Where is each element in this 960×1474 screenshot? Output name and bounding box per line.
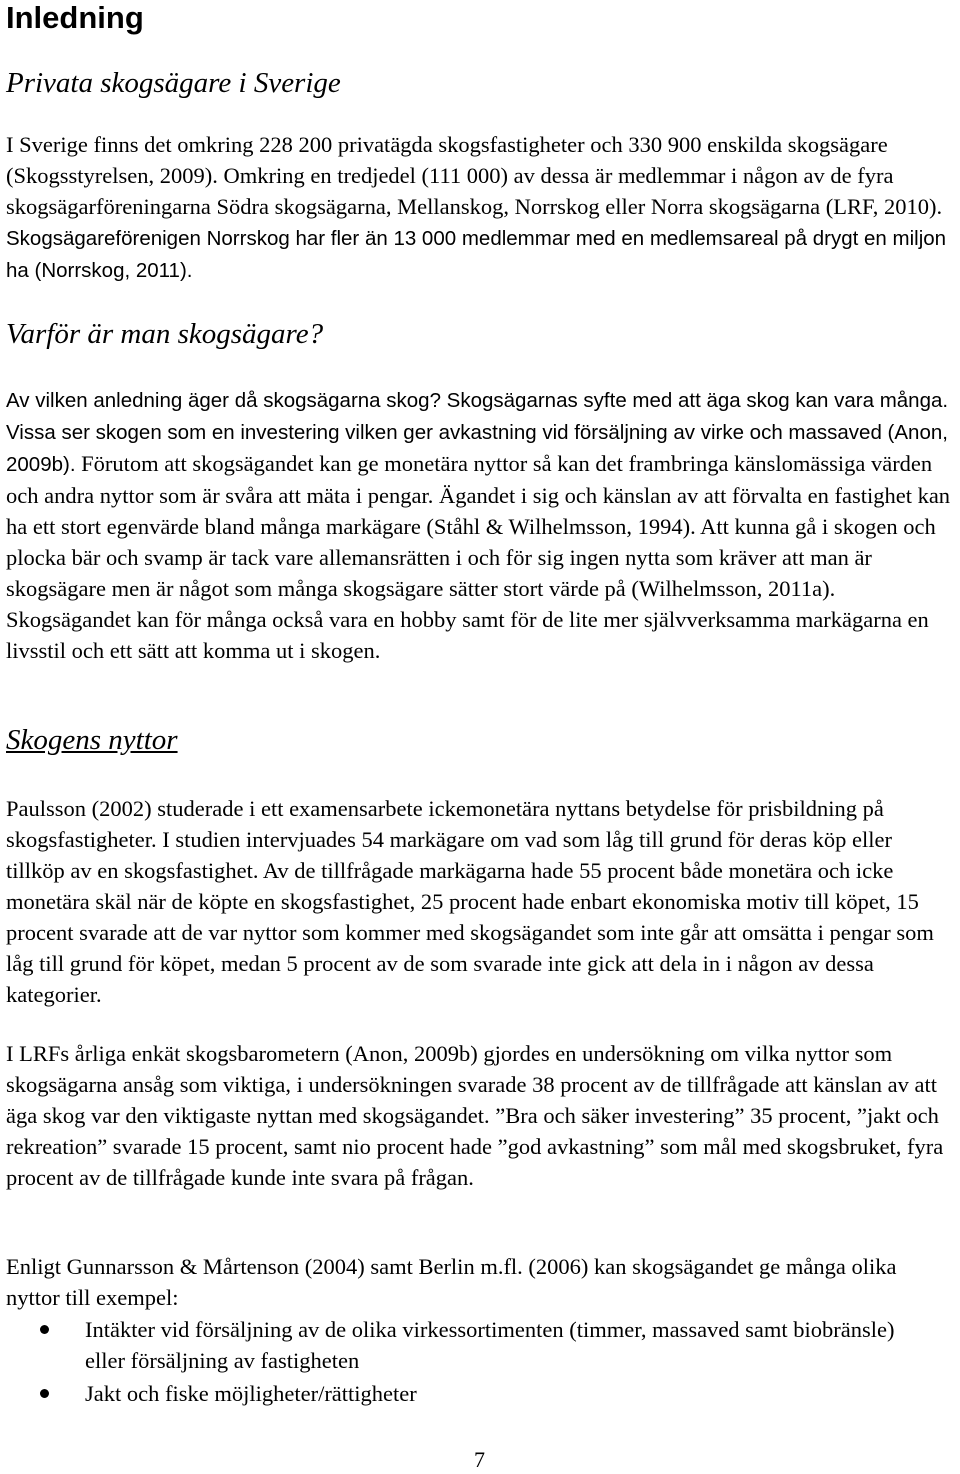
paragraph-text: Förutom att skogsägandet kan ge monetära nyttor så kan det frambringa känslomässiga värden och andra nyttor som är svåra att mäta i pengar. Ägandet i sig och känslan av att förvalta en fastighet kan ha ett stort egenvärde bland många markägare (Ståhl & Wilhelmsson, 1994). Att kunna gå i skogen och plocka bär och svamp är tack vare allemansrätten i och för sig ingen nytta som kräver att man är skogsägare men är något som många skogsägare sätter stort värde på (Wilhelmsson, 2011a). Skogsägandet kan för många också vara en hobby samt för de lite mer självverksamma markägarna en livsstil och ett sätt att komma ut i skogen. — [6, 451, 951, 663]
paragraph-gunnarsson: Enligt Gunnarsson & Mårtenson (2004) samt Berlin m.fl. (2006) kan skogsägandet ge många olika nyttor till exempel: — [6, 1254, 897, 1310]
list-item-text: Intäkter vid försäljning av de olika virkessortimenten (timmer, massaved samt biobränsle) eller försäljning av fastigheten — [85, 1317, 895, 1373]
benefits-list — [0, 1314, 960, 1409]
paragraph-private-owners — [6, 129, 954, 286]
page-number: 7 — [474, 1447, 485, 1472]
section-heading-why-owner: Varför är man skogsägare? — [6, 318, 324, 350]
section-heading-private-owners: Privata skogsägare i Sverige — [6, 67, 341, 99]
list-item — [0, 1314, 925, 1376]
chapter-heading: Inledning — [6, 0, 144, 35]
paragraph-text: I Sverige finns det omkring 228 200 privatägda skogsfastigheter och 330 900 enskilda skogsägare (Skogsstyrelsen, 2009). Omkring en tredjedel (111 000) av dessa är medlemmar i någon av de fyra skogsägarföreningarna Södra skogsägarna, Mellanskog, Norrskog eller Norra skogsägarna (LRF, 2010). — [6, 132, 943, 219]
list-item — [0, 1378, 925, 1409]
bullet-icon — [40, 1325, 49, 1334]
paragraph-text-sans: Av vilken anledning äger då skogsägarna skog? Skogsägarnas syfte med att äga skog kan vara många. Vissa ser skogen som en investering vilken ger avkastning vid försäljning av virke och massaved (Anon, 2009b). — [6, 389, 949, 476]
paragraph-lrf-survey: I LRFs årliga enkät skogsbarometern (Anon, 2009b) gjordes en undersökning om vilka nyttor som skogsägarna ansåg som viktiga, i undersökningen svarade 38 procent av de tillfrågade att känslan av att äga skog var den viktigaste nyttan med skogsägandet. ”Bra och säker investering” 35 procent, ”jakt och rekreation” svarade 15 procent, samt nio procent hade ”god avkastning” som mål med skogsbruket, fyra procent av de tillfrågade kunde inte svara på frågan. — [6, 1041, 944, 1190]
section-heading-forest-benefits: Skogens nyttor — [6, 724, 178, 756]
paragraph-paulsson: Paulsson (2002) studerade i ett examensarbete ickemonetära nyttans betydelse för prisbildning på skogsfastigheter. I studien intervjuades 54 markägare om vad som låg till grund för deras köp eller tillköp av en skogsfastighet. Av de tillfrågade markägarna hade 55 procent både monetära och icke monetära skäl när de köpte en skogsfastighet, 25 procent hade enbart ekonomiska motiv till köpet, 15 procent svarade att de var nyttor som kommer med skogsägandet som inte går att omsätta i pengar som låg till grund för köpet, medan 5 procent av de som svarade inte gick att dela in i någon av dessa kategorier. — [6, 796, 934, 1007]
paragraph-text-sans: Skogsägareförenigen Norrskog har fler än 13 000 medlemmar med en medlemsareal på drygt en miljon ha (Norrskog, 2011). — [6, 227, 947, 282]
paragraph-why-owner — [6, 384, 954, 666]
list-item-text: Jakt och fiske möjligheter/rättigheter — [85, 1381, 417, 1406]
bullet-icon — [40, 1389, 49, 1398]
